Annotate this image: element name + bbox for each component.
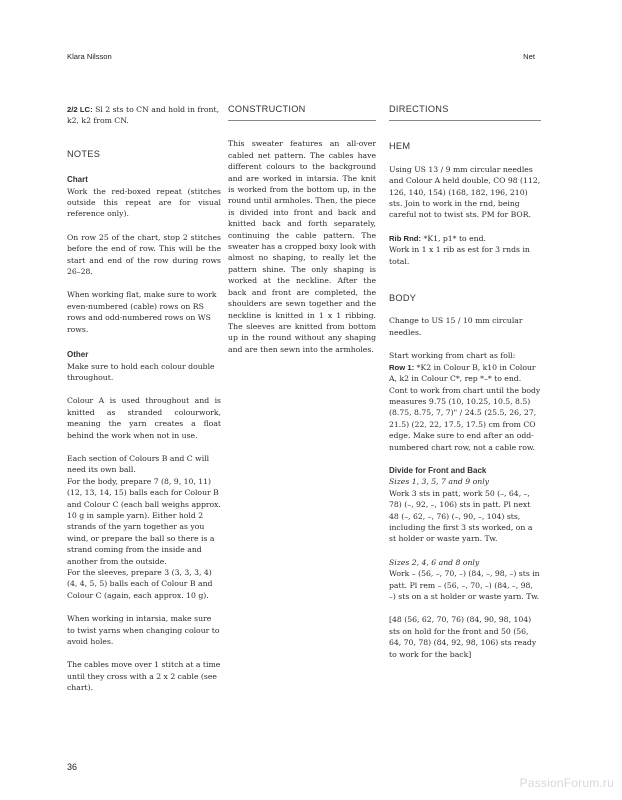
page-header (67, 52, 535, 61)
column-directions (389, 104, 541, 672)
row-1-text: *K2 in Colour B, k10 in Colour A, k2 in Colour C*, rep *–* to end. (389, 362, 536, 384)
other-note-2: Colour A is used throughout and is knitted as stranded colourwork, meaning the yarn creates a float behind the work when not in use. (67, 396, 221, 440)
page-number: 36 (67, 762, 78, 772)
cable-abbreviation (67, 104, 221, 127)
other-note-5: The cables move over 1 stitch at a time until they cross with a 2 x 2 cable (see chart). (67, 660, 221, 693)
odd-sizes-text: Work 3 sts in patt, work 50 (–, 64, –, 78) (–, 92, –, 106) sts in patt. Pl next 48 (–, 62, –, 76) (–, 90, –, 104) sts, including the first 3 sts worked, on a st holder or waste yarn. Tw. (389, 488, 533, 544)
notes-heading: NOTES (67, 148, 101, 159)
abbrev-label: 2/2 LC: (67, 105, 93, 114)
other-subheading: Other (67, 350, 89, 360)
hem-heading: HEM (389, 141, 411, 152)
other-note-3b: For the body, prepare 7 (8, 9, 10, 11) (12, 13, 14, 15) balls each for Colour B and Colour C (each ball weighs approx. 10 g in sample yarn). Either hold 2 strands of the yarn together as you wind, or prepare the ball so there is a strand coming from the inside and another from the outside. (67, 476, 221, 566)
sizes-even-label (389, 557, 541, 568)
other-note-3: Each section of Colours B and C will need its own ball. (67, 453, 210, 475)
other-note-3c: For the sleeves, prepare 3 (3, 3, 3, 4) (4, 4, 5, 5) balls each of Colour B and Colour C (again, each approx. 10 g). (67, 568, 213, 600)
rib-label: Rib Rnd: (389, 233, 422, 243)
construction-body: This sweater features an all-over cabled net pattern. The cables have different colours to the background and are worked in intarsia. The knit is worked from the bottom up, in the round until armholes. Then, the piece is divided into front and back and knitted back and forth separately, continuing the cable pattern. The sweater has a cropped boxy look with almost no shaping, to really let the pattern shine. The only shaping is worked at the neckline. After the back and front are completed, the shoulders are sewn together and the neckline is knitted in 1 x 1 ribbing. The sleeves are knitted from bottom up in the round without any shaping and are then sewn into the armholes. (228, 139, 376, 354)
sizes-odd-text: Sizes 1, 3, 5, 7 and 9 only (389, 477, 489, 487)
directions-heading: DIRECTIONS (389, 104, 541, 121)
row-1-label: Row 1: (389, 362, 415, 372)
body-text-2a: Start working from chart as foll: (389, 351, 516, 361)
sizes-even-text: Sizes 2, 4, 6 and 8 only (389, 557, 480, 567)
author-name: Klara Nilsson (67, 52, 112, 61)
body-text-1: Change to US 15 / 10 mm circular needles. (389, 316, 523, 337)
even-sizes-text: Work – (56, –, 70, –) (84, –, 98, –) sts in patt. Pl rem – (56, –, 70, –) (84, –, 98, –) sts on a st holder or waste yarn. Tw. (389, 569, 540, 601)
sizes-odd-label (389, 476, 541, 487)
divide-subheading: Divide for Front and Back (389, 465, 487, 475)
pattern-title: Net (523, 52, 535, 61)
row-1 (389, 362, 541, 385)
rib-round (389, 233, 541, 244)
column-construction (228, 104, 376, 367)
hem-text-1: Using US 13 / 9 mm circular needles and Colour A held double, CO 98 (112, 126, 140, 154) (168, 182, 196, 210) sts. Join to work in the rnd, being careful not to twist sts. PM for BOR. (389, 164, 541, 220)
hem-text-2: Work in 1 x 1 rib as est for 3 rnds in total. (389, 245, 530, 266)
watermark: PassionForum.ru (519, 776, 614, 790)
body-heading: BODY (389, 293, 417, 304)
chart-note-1: Work the red-boxed repeat (stitches outside this repeat are for visual reference only). (67, 186, 221, 219)
body-text-2b: Cont to work from chart until the body measures 9.75 (10, 10.25, 10.5, 8.5) (8.75, 8.75, 7, 7)" / 24.5 (25.5, 26, 27, 21.5) (22, 22, 17.5, 17.5) cm from CO edge. Make sure to end after an odd-numbered chart row, not a cable row. (389, 385, 541, 452)
other-note-4: When working in intarsia, make sure to twist yarns when changing colour to avoid holes. (67, 614, 220, 647)
chart-subheading: Chart (67, 175, 88, 185)
construction-heading: CONSTRUCTION (228, 104, 376, 121)
other-note-1: Make sure to hold each colour double throughout. (67, 361, 215, 382)
column-notes (67, 104, 221, 706)
chart-note-2: On row 25 of the chart, stop 2 stitches before the end of row. This will be the start and end of the row during rows 26–28. (67, 232, 221, 277)
rib-text: *K1, p1* to end. (423, 233, 486, 243)
chart-note-3: When working flat, make sure to work even-numbered (cable) rows on RS rows and odd-numbered rows on WS rows. (67, 290, 217, 334)
abbrev-text: Sl 2 sts to CN and hold in front, k2, k2 from CN. (67, 105, 220, 126)
stitch-summary: [48 (56, 62, 70, 76) (84, 90, 98, 104) sts on hold for the front and 50 (56, 64, 70, 78) (84, 92, 98, 106) sts ready to work for the back] (389, 615, 537, 659)
